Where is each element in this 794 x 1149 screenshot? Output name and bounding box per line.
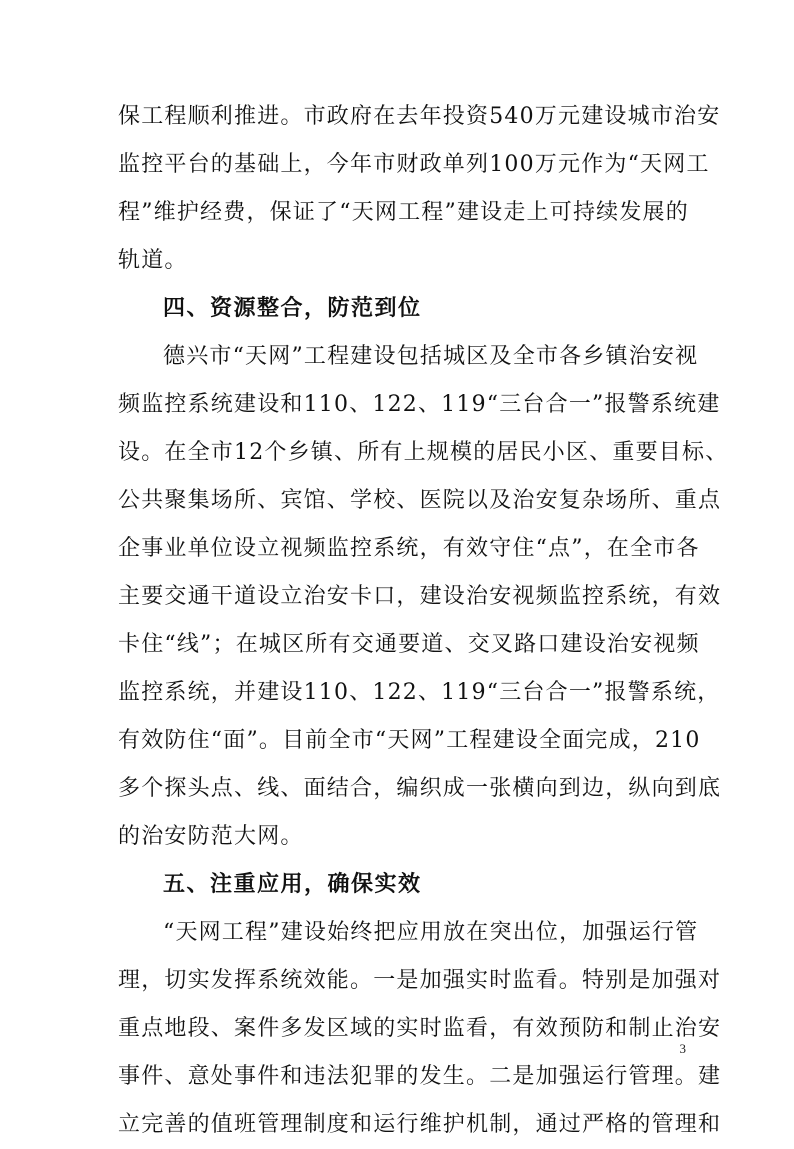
body-line: 的治安防范大网。: [118, 824, 304, 849]
body-line: 重点地段、案件多发区域的实时监看，有效预防和制止治安: [118, 1016, 722, 1041]
body-line: 频监控系统建设和110、122、119“三台合一”报警系统建: [118, 392, 721, 417]
body-line: 立完善的值班管理制度和运行维护机制，通过严格的管理和: [118, 1112, 722, 1137]
body-line: 监控平台的基础上，今年市财政单列100万元作为“天网工: [118, 152, 710, 177]
body-line: 主要交通干道设立治安卡口，建设治安视频监控系统，有效: [118, 584, 722, 609]
body-line: 理，切实发挥系统效能。一是加强实时监看。特别是加强对: [118, 968, 722, 993]
page-number: 3: [679, 1041, 686, 1056]
body-line: 多个探头点、线、面结合，编织成一张横向到边，纵向到底: [118, 776, 722, 801]
section-heading: 四、资源整合，防范到位: [163, 296, 422, 321]
body-line: 设。在全市12个乡镇、所有上规模的居民小区、重要目标、: [118, 440, 729, 465]
body-line: 程”维护经费，保证了“天网工程”建设走上可持续发展的: [118, 200, 689, 225]
body-line: 保工程顺利推进。市政府在去年投资540万元建设城市治安: [118, 104, 721, 129]
body-line: 企事业单位设立视频监控系统，有效守住“点”，在全市各: [118, 536, 700, 561]
body-line: “天网工程”建设始终把应用放在突出位，加强运行管: [163, 920, 699, 945]
body-line: 轨道。: [118, 248, 188, 273]
body-line: 卡住“线”；在城区所有交通要道、交叉路口建设治安视频: [118, 632, 700, 657]
body-line: 监控系统，并建设110、122、119“三台合一”报警系统，: [118, 680, 721, 705]
section-heading: 五、注重应用，确保实效: [163, 872, 422, 897]
body-line: 有效防住“面”。目前全市“天网”工程建设全面完成，210: [118, 728, 701, 753]
body-line: 事件、意处事件和违法犯罪的发生。二是加强运行管理。建: [118, 1064, 722, 1089]
body-line: 德兴市“天网”工程建设包括城区及全市各乡镇治安视: [163, 344, 699, 369]
body-line: 公共聚集场所、宾馆、学校、医院以及治安复杂场所、重点: [118, 488, 722, 513]
